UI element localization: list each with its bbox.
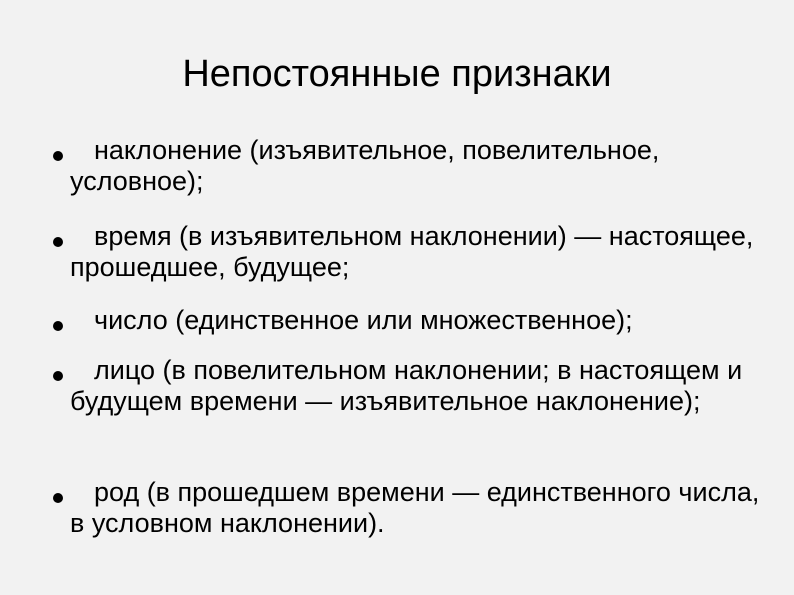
bullet-icon [53, 321, 63, 331]
slide-title: Непостоянные признаки [182, 53, 612, 95]
bullet-icon [53, 371, 63, 381]
bullet-icon [53, 493, 63, 503]
list-item-text: наклонение (изъявительное, повелительное, условное); [70, 135, 660, 196]
list-item-text: лицо (в повелительном наклонении; в настоящем и будущем времени — изъявительное наклонение); [70, 355, 743, 416]
list-item-text: время (в изъявительном наклонении) — настоящее, прошедшее, будущее; [70, 221, 754, 282]
bullet-icon [53, 237, 63, 247]
bullet-icon [53, 151, 63, 161]
list-item-text: род (в прошедшем времени — единственного числа, в условном наклонении). [70, 477, 760, 538]
list-item-text: число (единственное или множественное); [94, 305, 633, 335]
